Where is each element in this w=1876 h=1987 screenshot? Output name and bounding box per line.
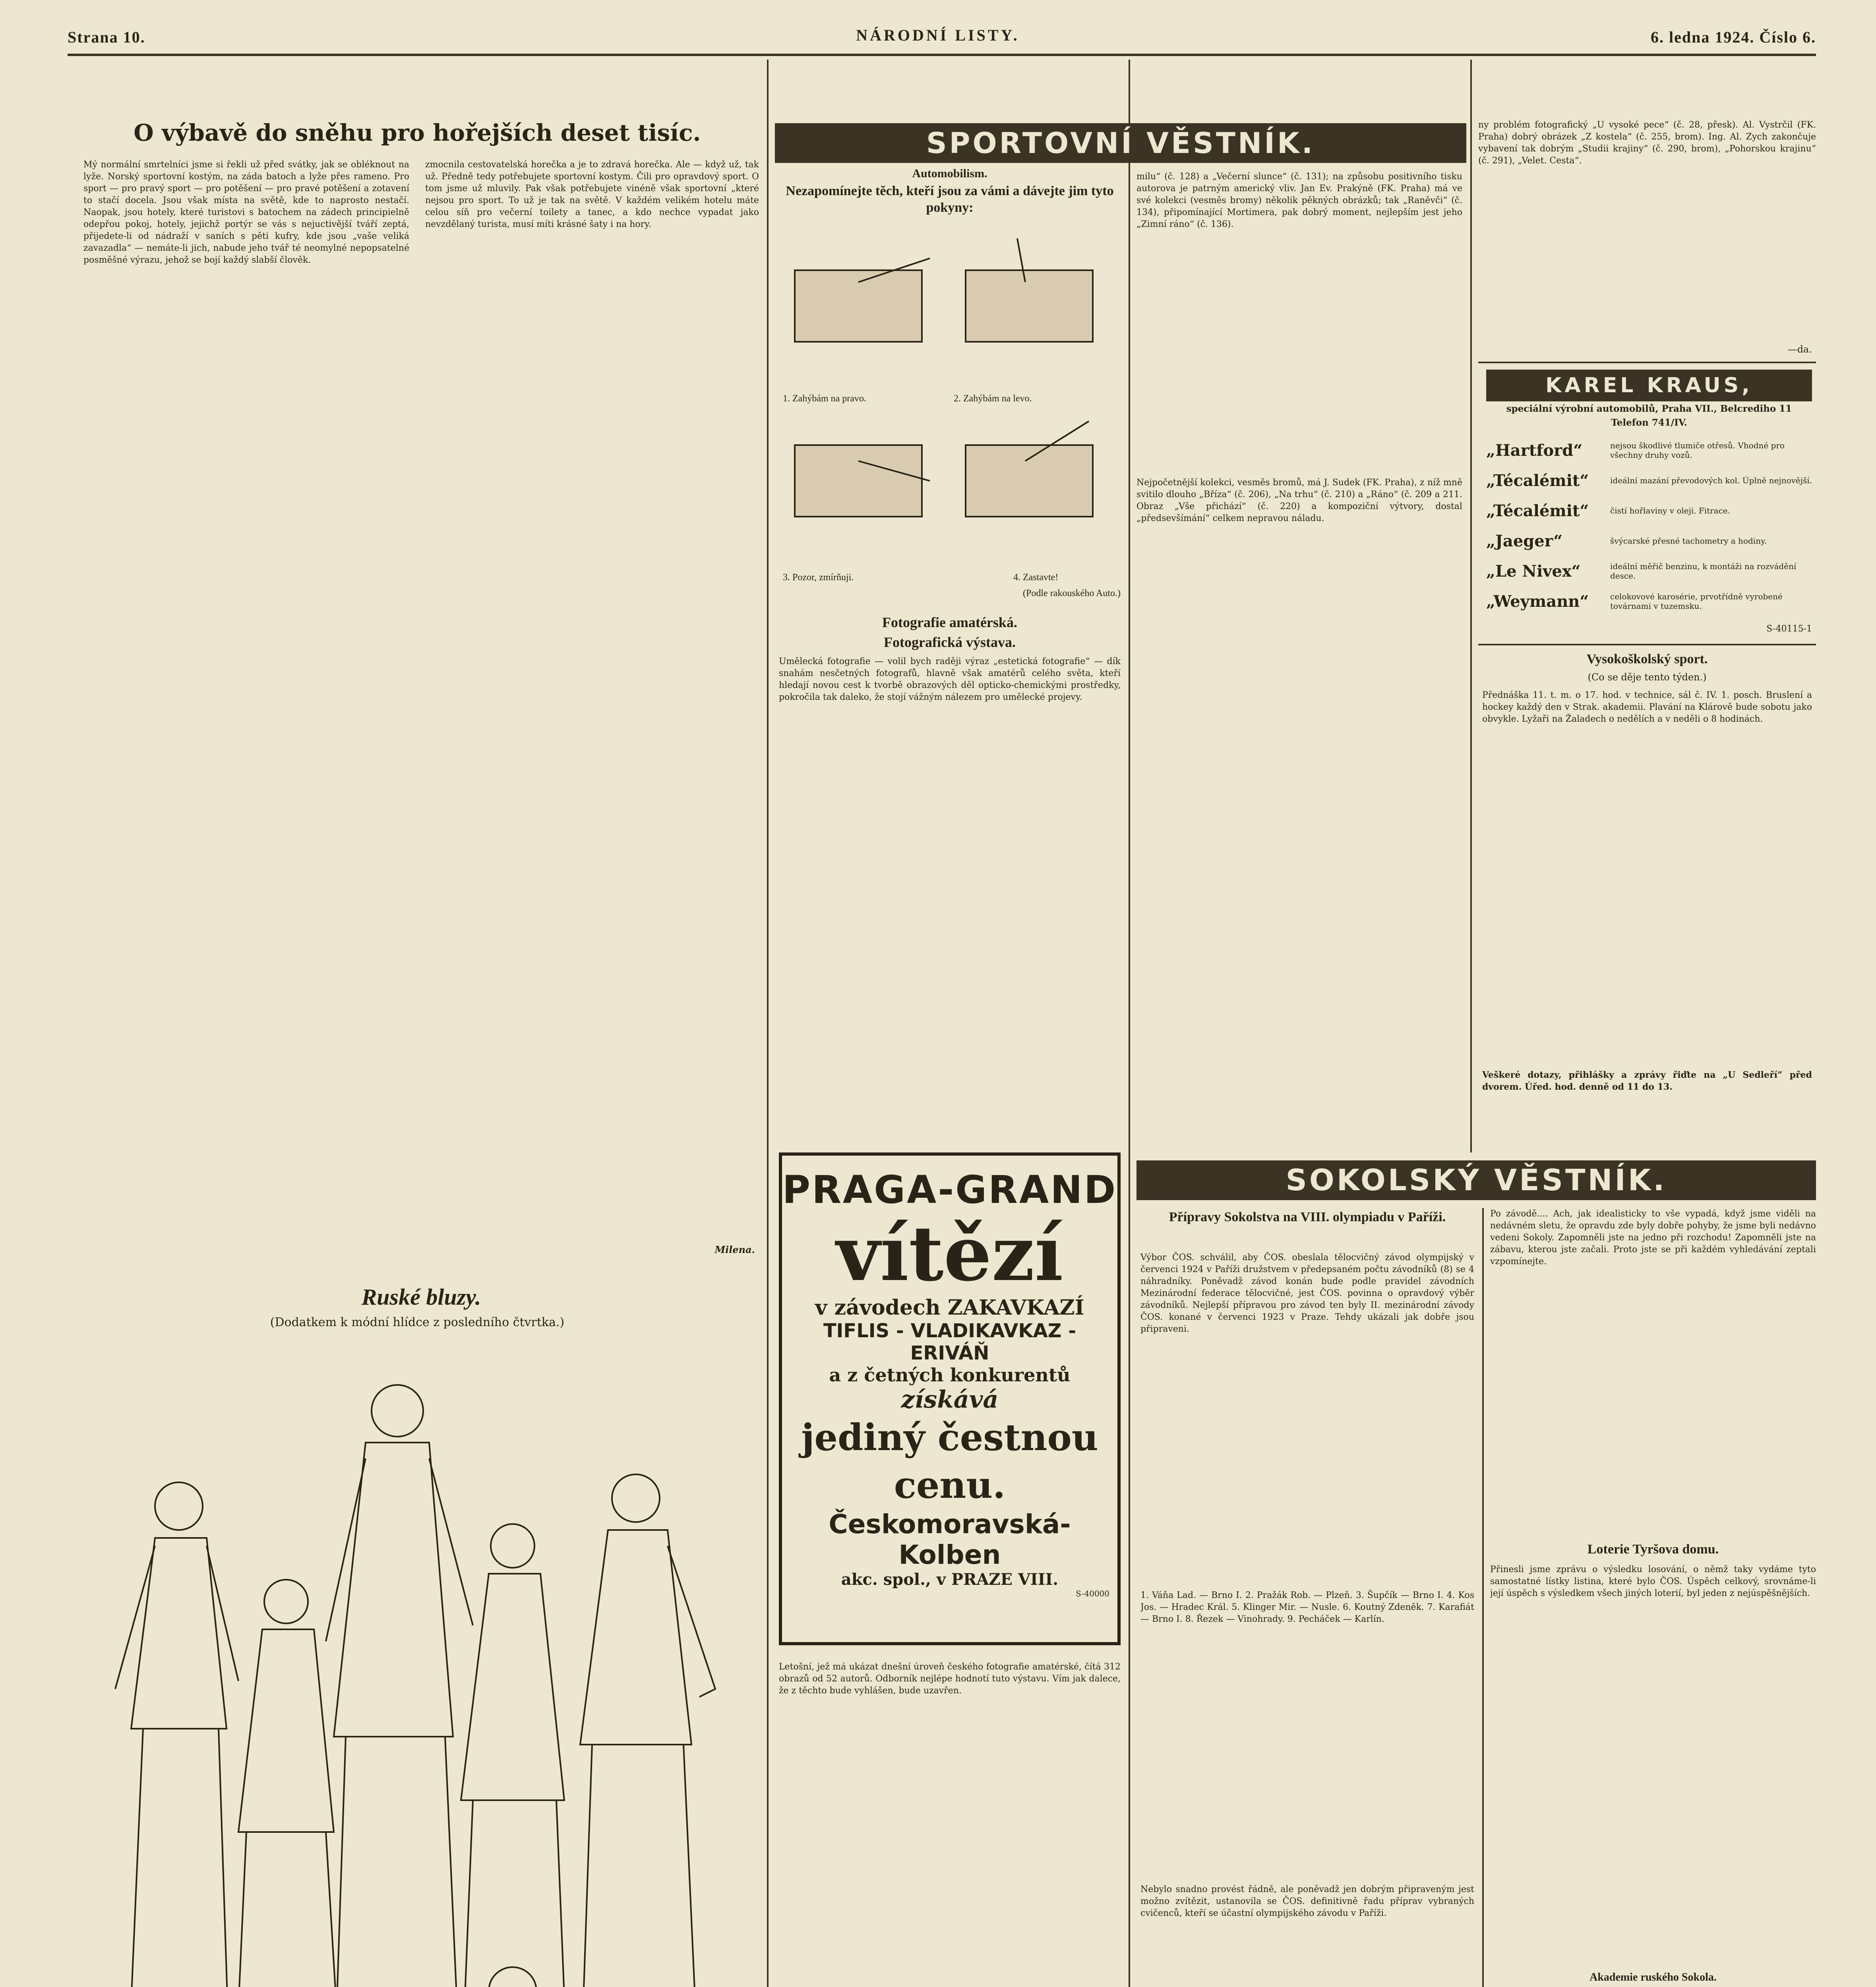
column-divider xyxy=(1129,60,1130,1987)
ad-kraus-desc: speciální výrobní automobilů, Praha VII., Belcrediho 11 xyxy=(1506,403,1792,414)
ruske-bluzy-subtitle: (Dodatkem k módní hlídce z posledního čtvrtka.) xyxy=(270,1315,565,1329)
column-divider xyxy=(767,60,769,1987)
page-number: Strana 10. xyxy=(68,28,145,46)
ruske-bluzy-title: Ruské bluzy. xyxy=(361,1284,481,1310)
product-row xyxy=(1486,496,1812,526)
driver-signals-illustration xyxy=(779,223,1121,628)
fashion-illustration xyxy=(79,1339,767,1987)
section-rule xyxy=(1478,362,1816,363)
sport-col5-signature: —da. xyxy=(1787,344,1812,355)
sport-col5-top: ny problém fotografický „U vysoké pece“ (č. 28, přesk). Al. Vystrčil (FK. Praha) dobrý obrázek „Z kostela“ (č. 255, brom). Ing. Al. Zych zakončuje vybavení tak dobrým „Studii krajiny“ (č. 290, brom), „Pohorskou krajinu“ (č. 291), „Velet. Cesta“. xyxy=(1478,120,1816,166)
fashion-figure xyxy=(461,1524,568,1987)
fashion-figure xyxy=(580,1474,715,1987)
photo-subtitle: Fotografická výstava. xyxy=(884,634,1016,650)
sport-headline: Nezapomínejte těch, kteří jsou za vámi a dávejte jim tyto pokyny: xyxy=(786,184,1114,215)
ad-praga-code: S-40000 xyxy=(1076,1589,1109,1598)
newspaper-name: NÁRODNÍ LISTY. xyxy=(856,26,1020,44)
ski-article-title: O výbavě do sněhu pro hořejších deset tisíc. xyxy=(134,119,701,146)
ad-praga-line5: a z četných konkurentů xyxy=(829,1364,1071,1386)
sokol-col4: Po závodě.... Ach, jak idealisticky to vše vypadá, když jsme viděli na nedávném sletu, že opravdu zde byly dobře pohyby, že jsme byli nedávno vedeni Sokoly. Zapomněli jste na jedno při rozchodu! Zapomněli jste na zábavu, kterou jste začali. Proto jste se při každém vyhledávání zeptali vzpomínejte. xyxy=(1490,1209,1816,1267)
school-sport-title: Vysokoškolský sport. xyxy=(1586,652,1708,666)
tyrs-text: Přinesli jsme zprávu o výsledku losování, o němž taky vydáme tyto samostatné lístky listina, které bylo ČOS. Úspěch celkový, srovnáme-li její úspěch s výsledkem všech jiných loterií, byl jeden z nejúspěšnějších. xyxy=(1490,1565,1816,1598)
product-text: ideální měřič benzinu, k montáži na rozvádění desce. xyxy=(1610,562,1797,581)
school-sport-note: Veškeré dotazy, přihlášky a zprávy řiďte na „U Sedleří“ před dvorem. Úřed. hod. denně od 11 do 13. xyxy=(1482,1070,1812,1092)
ad-praga-line2: vítězí xyxy=(836,1209,1063,1298)
ad-kraus-products xyxy=(1486,435,1812,622)
product-row xyxy=(1486,556,1812,586)
ski-article-col2: zmocnila cestovatelská horečka a je to zdravá horečka. Ale — když už, tak už. Předně tedy potřebujete sportovní kostym. Čili pro opravdový sport. O tom jsme už mluvily. Pak však potřebujete vinéně však sportovní „které nejsou pro sport. To už je tak na světě. V každém velikém hotelu máte celou síň pro večerní toilety a tanec, a kdo nechce vypadat jako nevzdělaný turista, musí míti krásné šaty i na hory. xyxy=(425,160,759,229)
school-sport-sub: (Co se děje tento týden.) xyxy=(1588,672,1707,683)
product-text: celokovové karosérie, prvotřídně vyrobené továrnami v tuzemsku. xyxy=(1610,592,1783,611)
akad-title: Akademie ruského Sokola. xyxy=(1589,1971,1717,1983)
product-text: nejsou škodlivé tlumiče otřesů. Vhodné pro všechny druhy vozů. xyxy=(1610,441,1785,460)
signal-caption: 3. Pozor, zmírňuji. xyxy=(783,572,854,583)
product-row xyxy=(1486,526,1812,556)
column-divider xyxy=(1482,1208,1484,1987)
fashion-figure xyxy=(326,1385,473,1987)
signal-source: (Podle rakouského Auto.) xyxy=(1023,588,1121,598)
sokol-list: 1. Váňa Lad. — Brno I. 2. Pražák Rob. — Plzeň. 3. Šupčík — Brno I. 4. Kos Jos. — Hradec Král. 5. Klinger Mir. — Nusle. 6. Koutný Zdeněk. 7. Karafiát — Brno I. 8. Řezek — Vinohrady. 9. Pecháček — Karlín. xyxy=(1140,1590,1474,1624)
column-divider xyxy=(1470,60,1472,1152)
ad-praga-line7: jediný čestnou cenu. xyxy=(801,1416,1098,1507)
product-name: „Técalémit“ xyxy=(1486,501,1589,520)
product-name: „Le Nivex“ xyxy=(1486,562,1581,581)
product-row xyxy=(1486,435,1812,465)
ad-praga-grand xyxy=(779,1152,1121,1645)
ski-article-col1: Mý normální smrtelníci jsme si řekli už před svátky, jak se obléknout na lyže. Norský sportovní kostým, na záda batoch a lyže přes rameno. Pro sport — pro pravý sport — pro potěšení — pro pravé potěšení a zotavení to stačí docela. Jsou však místa na světě, kde to naprosto nestačí. Naopak, jsou hotely, které turistovi s batochem na zádech principielně odepřou pokoj, hotely, jejichž portýr se vás s nejuctivější tváří zeptá, přijedete-li od nádraží v saních s pěti kufry, kde jsou „vaše veliká zavazadla“ — nemáte-li jich, nabude jeho tvář té neomylné nepopsatelné posměšné výrazu, jehož se bojí každý slabší člověk. xyxy=(83,160,409,265)
product-text: ideální mazání převodových kol. Úplně nejnovější. xyxy=(1610,476,1812,485)
ad-praga-line3: v závodech ZAKAVKAZÍ xyxy=(815,1296,1084,1320)
ski-article-signature: Milena. xyxy=(714,1244,755,1255)
ad-kraus-name: KAREL KRAUS, xyxy=(1486,370,1812,401)
sokol-article-title: Přípravy Sokolstva na VIII. olympiadu v Paříži. xyxy=(1169,1210,1446,1224)
signal-caption: 2. Zahýbám na levo. xyxy=(954,393,1032,404)
ad-praga-line4: TIFLIS - VLADIKAVKAZ - ERIVÁŇ xyxy=(823,1320,1076,1364)
product-text: švýcarské přesné tachometry a hodiny. xyxy=(1610,536,1767,546)
product-text: čistí hořlaviny v oleji. Fitrace. xyxy=(1610,506,1731,515)
product-row xyxy=(1486,586,1812,616)
sport-section-banner: SPORTOVNÍ VĚSTNÍK. xyxy=(775,123,1466,163)
tyrs-title: Loterie Tyršova domu. xyxy=(1587,1542,1719,1557)
product-name: „Weymann“ xyxy=(1486,592,1589,611)
sport-automobilism: Automobilism. xyxy=(912,167,987,180)
photo-cont-text: Letošní, jež má ukázat dnešní úroveň českého fotografie amatérské, čítá 312 obrazů od 52 autorů. Odborník nejlépe hodnotí tuto výstavu. Vím jak dalece, že z těchto bude vyhlášen, bude uzavřen. xyxy=(779,1662,1121,1696)
sokol-col3b: Nebylo snadno provést řádně, ale poněvadž jen dobrým připraveným jest možno zvítězit, ustanovila se ČOS. definitivně řadu příprav vybraných cvičenců, kteří se účastní olympijského závodu v Paříži. xyxy=(1140,1884,1474,1918)
signal-caption: 1. Zahýbám na pravo. xyxy=(783,393,866,404)
product-name: „Técalémit“ xyxy=(1486,471,1589,490)
school-sport-text: Přednáška 11. t. m. o 17. hod. v technice, sál č. IV. 1. posch. Bruslení a hockey každý den v Strak. akademii. Plavání na Klárově bude sobotu jako obvykle. Lyžaři na Žaladech o nedělích a v neděli o 8 hodinách. xyxy=(1482,690,1812,724)
ad-praga-line8: Českomoravská-Kolben xyxy=(829,1509,1071,1570)
ad-kraus-phone: Telefon 741/IV. xyxy=(1611,417,1687,428)
product-row xyxy=(1486,465,1812,496)
fashion-figure xyxy=(115,1482,238,1987)
sokol-section-banner: SOKOLSKÝ VĚSTNÍK. xyxy=(1136,1160,1816,1200)
product-name: „Hartford“ xyxy=(1486,441,1583,460)
sport-col4-top: milu“ (č. 128) a „Večerní slunce“ (č. 131); na způsobu positivního tisku autorova je patrným americký vliv. Jan Ev. Prakýně (FK. Praha) má ve své kolekci (vesměs bromy) několik pěkných obrázků; tak „Raněvči“ (č. 134), připomínající Mortimera, pak dobrý moment, nejlepším jest jeho „Zimní ráno“ (č. 136). xyxy=(1136,172,1462,229)
ad-praga-line6: získává xyxy=(901,1386,999,1414)
sport-col4-mid: Nejpočetnější kolekci, vesměs bromů, má J. Sudek (FK. Praha), z níž mně svitilo dlouho „Bříza“ (č. 206), „Na trhu“ (č. 210) a „Ráno“ (č. 209 a 211. Obraz „Vše přichází“ (č. 220) a kompoziční výtvory, dostal „předsevšímání“ celkem nepravou náladu. xyxy=(1136,478,1462,523)
issue-date: 6. ledna 1924. Číslo 6. xyxy=(1650,28,1816,46)
header-rule xyxy=(68,54,1816,56)
ad-praga-line1: PRAGA-GRAND xyxy=(782,1168,1117,1212)
product-name: „Jaeger“ xyxy=(1486,531,1563,550)
sokol-col3: Výbor ČOS. schválil, aby ČOS. obeslala tělocvičný závod olympijský v červenci 1924 v Paříži družstvem v předepsaném počtu závodníků (8) se 4 náhradníky. Poněvadž závod konán bude podle pravidel závodních Mezinárodní federace tělocvičné, jest ČOS. povinna o opravdový výběr závodníků. Nejlepší přípravou pro závod ten byly II. mezinárodní závody ČOS. konané v červenci 1923 v Praze. Tehdy ukázali jak dobře jsou připraveni. xyxy=(1140,1253,1474,1334)
ad-kraus-ref: S-40115-1 xyxy=(1766,624,1812,634)
photo-text: Umělecká fotografie — volil bych raději výraz „estetická fotografie“ — dík snahám nesčetných fotografů, hlavně však amatérů celého světa, kteří hledají novou cest k tvorbě obrazových děl opticko-chemickými prostředky, pokročila tak daleko, že stojí vážným nálezem pro umělecké projevy. xyxy=(779,657,1121,702)
section-rule xyxy=(1478,644,1816,645)
signal-caption: 4. Zastavte! xyxy=(1013,572,1059,583)
photo-title: Fotografie amatérská. xyxy=(882,614,1017,630)
ad-praga-line9: akc. spol., v PRAZE VIII. xyxy=(841,1570,1059,1589)
